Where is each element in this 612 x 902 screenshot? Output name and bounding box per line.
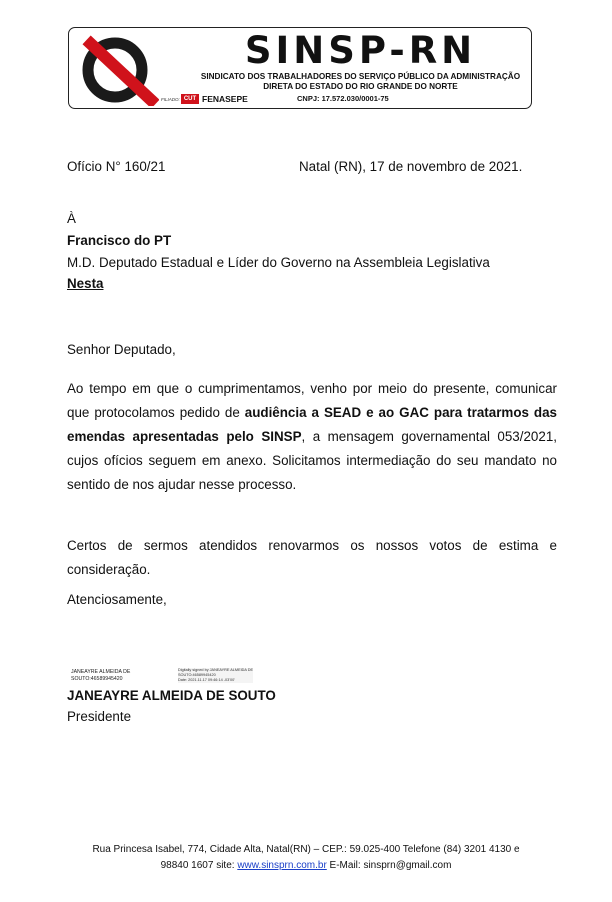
- paragraph-1-bold: audiência a SEAD e ao GAC para tratarmos das emendas apresentadas pelo SINSP: [67, 405, 557, 444]
- signer-name: JANEAYRE ALMEIDA DE SOUTO: [67, 688, 276, 703]
- signature-stamp-name: [71, 669, 130, 683]
- footer-address: Rua Princesa Isabel, 774, Cidade Alta, Natal(RN) – CEP.: 59.025-400 Telefone (84) 3201 4130 e: [92, 844, 520, 855]
- paragraph-1: [67, 377, 557, 497]
- signature-stamp-name-line2: SOUTO:46589945420: [71, 676, 123, 682]
- signature-stamp-detail: [178, 668, 253, 683]
- signer-role: Presidente: [67, 709, 132, 724]
- recipient-prefix: À: [67, 211, 76, 226]
- recipient-name: Francisco do PT: [67, 233, 172, 248]
- closing: Atenciosamente,: [67, 592, 167, 607]
- footer-site-link[interactable]: www.sinsprn.com.br: [237, 860, 327, 871]
- footer-contact-suffix: E-Mail: sinsprn@gmail.com: [326, 860, 452, 871]
- brand-subtitle-line1: SINDICATO DOS TRABALHADORES DO SERVIÇO PÚBLICO DA ADMINISTRAÇÃO: [200, 72, 521, 81]
- signature-stamp-detail-line2: SOUTO:46589945420: [178, 673, 216, 677]
- fenasepe-label: FENASEPE: [202, 94, 248, 104]
- sinsp-logo-icon: [79, 32, 159, 106]
- recipient-title: M.D. Deputado Estadual e Líder do Governo na Assembleia Legislativa: [67, 255, 490, 270]
- footer-contact: [60, 858, 552, 874]
- letter-reference: Ofício N° 160/21: [67, 159, 166, 174]
- letter-place-date: Natal (RN), 17 de novembro de 2021.: [299, 159, 523, 174]
- signature-stamp-name-line1: JANEAYRE ALMEIDA DE: [71, 669, 131, 675]
- paragraph-1-part2: , a mensagem governamental 053/2021, cujos ofícios seguem em anexo. Solicitamos intermediação do seu mandato no sentido de nos ajudar nesse processo.: [67, 429, 557, 492]
- affiliates-label: FILIADO:: [161, 97, 180, 102]
- signature-stamp-detail-line3: Date: 2021.11.17 09:46:14 -03'00': [178, 678, 235, 682]
- paragraph-2: Certos de sermos atendidos renovarmos os nossos votos de estima e consideração.: [67, 538, 557, 577]
- salutation: Senhor Deputado,: [67, 342, 176, 357]
- recipient-location: Nesta: [67, 276, 104, 291]
- letterhead: [68, 27, 532, 109]
- cut-badge: CUT: [181, 94, 199, 104]
- signature-stamp-detail-line1: Digitally signed by JANEAYRE ALMEIDA DE: [178, 668, 254, 672]
- paragraph-1-part1: Ao tempo em que o cumprimentamos, venho por meio do presente, comunicar que protocolamos pedido de: [67, 381, 557, 420]
- brand-name: SINSP-RN: [244, 29, 477, 72]
- footer-contact-prefix: 98840 1607 site:: [160, 860, 238, 871]
- brand-subtitle-line2: DIRETA DO ESTADO DO RIO GRANDE DO NORTE: [263, 82, 458, 91]
- cnpj: CNPJ: 17.572.030/0001-75: [297, 94, 389, 103]
